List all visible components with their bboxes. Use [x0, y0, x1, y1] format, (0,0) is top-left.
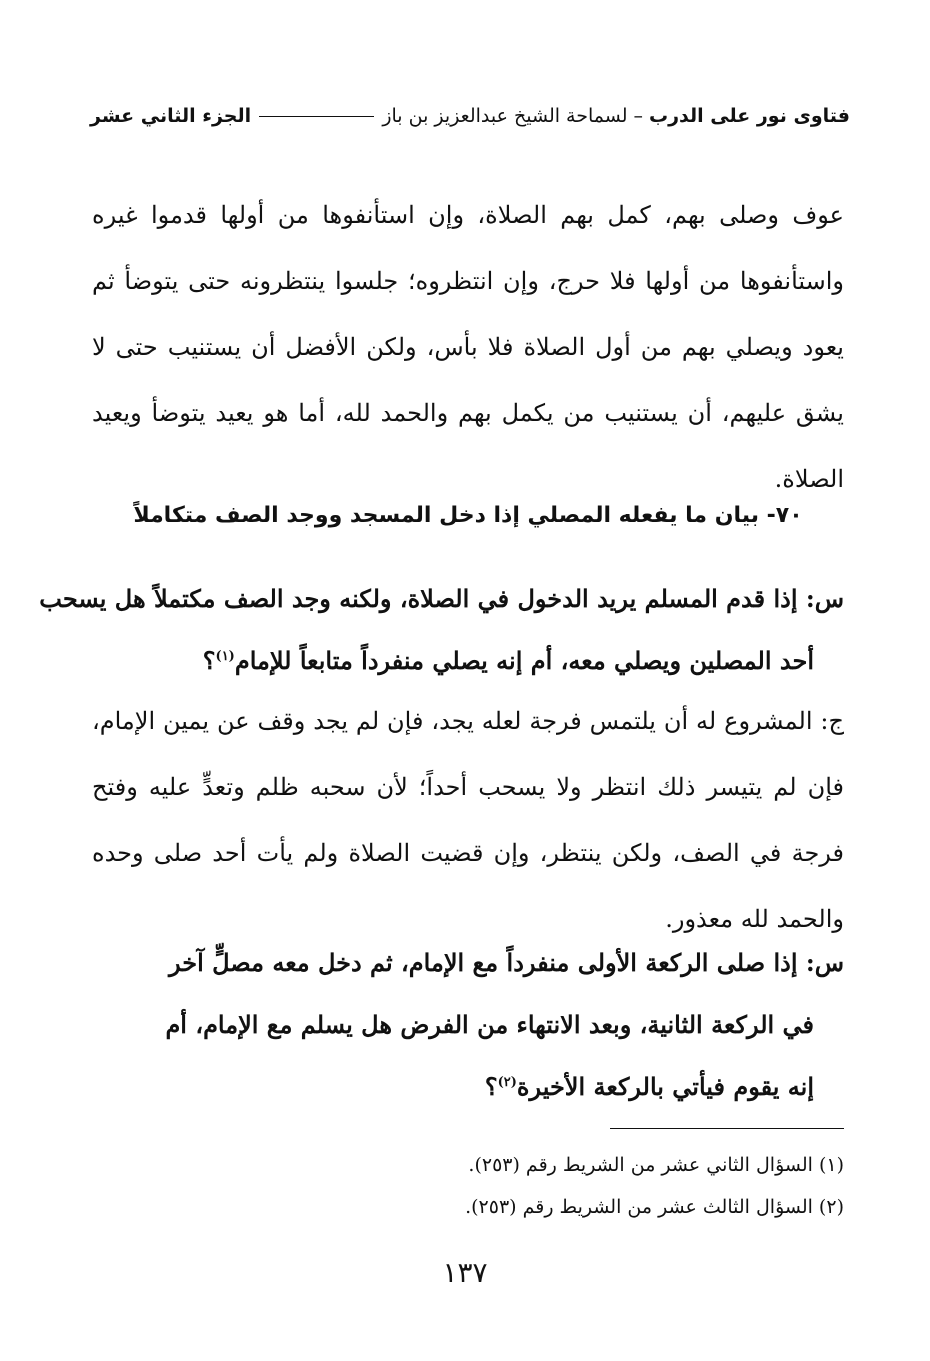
question-mark: ؟ — [484, 1072, 498, 1101]
book-title: فتاوى نور على الدرب — [649, 105, 850, 127]
footnote-2: (٢) السؤال الثالث عشر من الشريط رقم (٢٥٣). — [465, 1196, 844, 1218]
footnote-1: (١) السؤال الثاني عشر من الشريط رقم (٢٥٣). — [468, 1154, 844, 1176]
page-number: ١٣٧ — [442, 1256, 488, 1289]
question-2-line-1: س: إذا صلى الركعة الأولى منفرداً مع الإمام، ثم دخل معه مصلٍّ آخر — [169, 948, 844, 977]
footnote-ref-1: (١) — [215, 649, 235, 664]
author-name: لسماحة الشيخ عبدالعزيز بن باز — [382, 105, 628, 127]
question-1-line-2 — [92, 630, 844, 692]
section-title: ٧٠- بيان ما يفعله المصلي إذا دخل المسجد ووجد الصف متكاملاً — [133, 503, 803, 528]
running-header — [90, 96, 850, 136]
header-separator: – — [633, 105, 643, 127]
footnotes — [92, 1144, 844, 1228]
question-2-line-2: في الركعة الثانية، وبعد الانتهاء من الفرض هل يسلم مع الإمام، أم — [165, 1010, 814, 1039]
question-1-text: أحد المصلين ويصلي معه، أم إنه يصلي منفرداً متابعاً للإمام — [234, 646, 814, 675]
answer-1: ج: المشروع له أن يلتمس فرجة لعله يجد، فإن لم يجد وقف عن يمين الإمام، فإن لم يتيسر ذلك انتظر ولا يسحب أحداً؛ لأن سحبه ظلم وتعدٍّ عليه وفتح فرجة في الصف، ولكن ينتظر، وإن قضيت الصلاة ولم يأت أحد صلى وحده والحمد لله معذور. — [92, 707, 844, 933]
question-1-line-1: س: إذا قدم المسلم يريد الدخول في الصلاة، ولكنه وجد الصف مكتملاً هل يسحب — [39, 584, 844, 613]
header-rule — [259, 116, 374, 117]
question-2-text: إنه يقوم فيأتي بالركعة الأخيرة — [516, 1072, 814, 1101]
question-2 — [92, 932, 844, 1118]
footnote-rule — [610, 1128, 844, 1129]
volume-part: الجزء الثاني عشر — [90, 105, 252, 127]
paragraph-continuation: عوف وصلى بهم، كمل بهم الصلاة، وإن استأنفوها من أولها قدموا غيره واستأنفوها من أولها فلا حرج، وإن انتظروه؛ جلسوا ينتظرونه حتى يتوضأ ثم يعود ويصلي بهم من أول الصلاة فلا بأس، ولكن الأفضل أن يستنيب حتى لا يشق عليهم، أن يستنيب من يكمل بهم والحمد لله، أما هو يعيد يتوضأ ويعيد الصلاة. — [92, 201, 844, 493]
footnote-ref-2: (٢) — [497, 1075, 517, 1090]
question-2-line-3 — [92, 1056, 844, 1118]
question-mark: ؟ — [202, 646, 216, 675]
question-1 — [39, 568, 844, 692]
